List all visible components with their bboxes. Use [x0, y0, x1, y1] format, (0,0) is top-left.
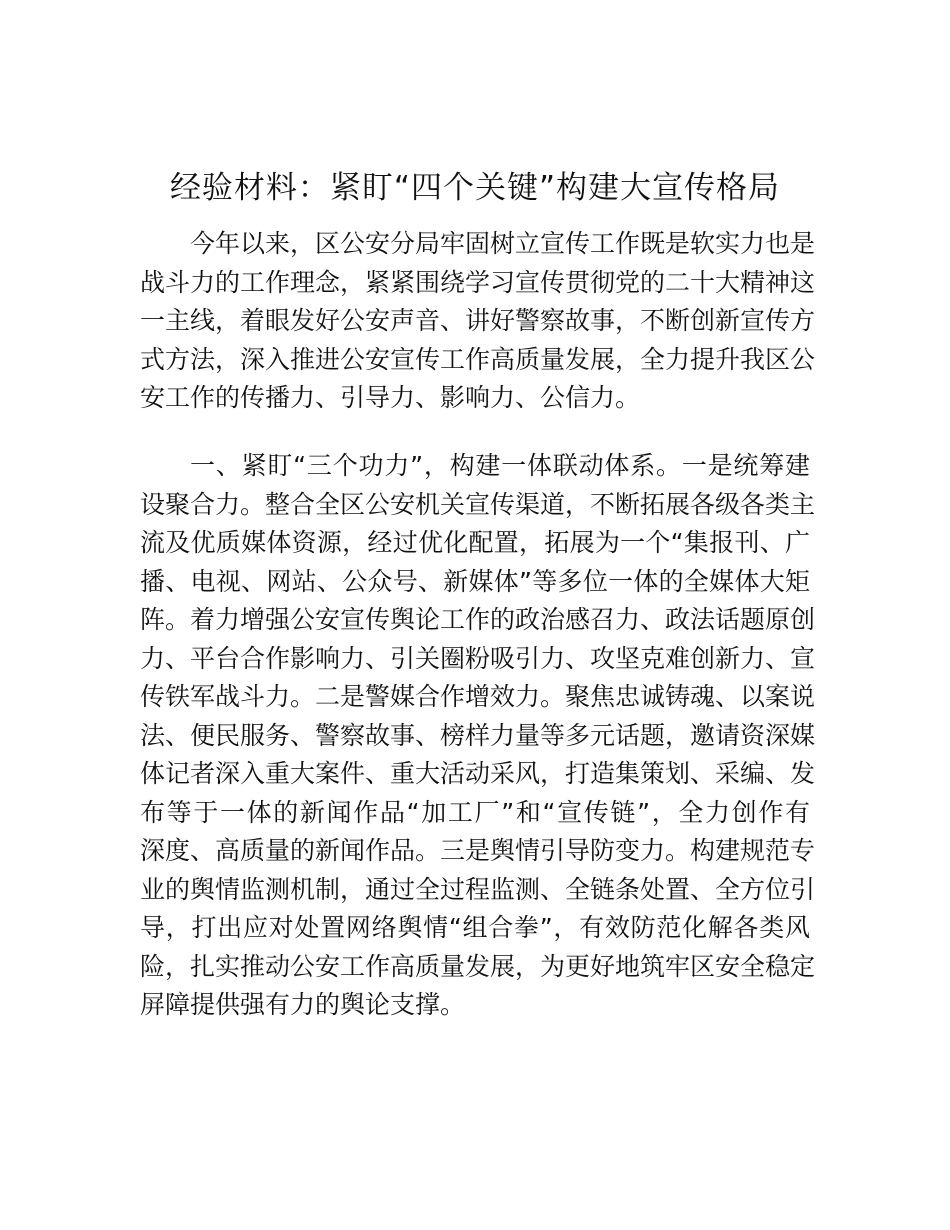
paragraph-line: 今年以来，区公安分局牢固树立宣传工作既是软实力也是: [190, 229, 816, 258]
paragraph-line: 一、紧盯“三个功力”，构建一体联动体系。一是统筹建: [190, 451, 810, 480]
paragraph-line: 流及优质媒体资源，经过优化配置，拓展为一个“集报刊、广: [140, 528, 810, 557]
paragraph-line: 体记者深入重大案件、重大活动采风，打造集策划、采编、发: [140, 759, 816, 788]
paragraph-line: 播、电视、网站、公众号、新媒体”等多位一体的全媒体大矩: [140, 566, 810, 596]
paragraph-line: 业的舆情监测机制，通过全过程监测、全链条处置、全方位引: [140, 874, 816, 904]
paragraph-line: 法、便民服务、警察故事、榜样力量等多元话题，邀请资深媒: [140, 720, 816, 750]
paragraph-line: 险，扎实推动公安工作高质量发展，为更好地筑牢区安全稳定: [140, 951, 816, 981]
paragraph-line: 安工作的传播力、引导力、影响力、公信力。: [140, 383, 641, 412]
paragraph-line: 战斗力的工作理念，紧紧围绕学习宣传贯彻党的二十大精神这: [140, 267, 816, 297]
paragraph-line: 布等于一体的新闻作品“加工厂”和“宣传链”，全力创作有: [140, 797, 810, 827]
paragraph-line: 深度、高质量的新闻作品。三是舆情引导防变力。构建规范专: [140, 836, 816, 865]
paragraph-line: 设聚合力。整合全区公安机关宣传渠道，不断拓展各级各类主: [140, 489, 816, 519]
paragraph-line: 式方法，深入推进公安宣传工作高质量发展，全力提升我区公: [140, 344, 816, 374]
document-title: 经验材料：紧盯“四个关键”构建大宣传格局: [169, 170, 781, 206]
paragraph-line: 力、平台合作影响力、引关圈粉吸引力、攻坚克难创新力、宣: [140, 643, 816, 673]
paragraph-line: 传铁军战斗力。二是警媒合作增效力。聚焦忠诚铸魂、以案说: [140, 682, 816, 711]
paragraph-intro: [140, 225, 816, 418]
paragraph-line: 一主线，着眼发好公安声音、讲好警察故事，不断创新宣传方: [140, 306, 816, 335]
paragraph-line: 导，打出应对处置网络舆情“组合拳”，有效防范化解各类风: [140, 913, 810, 942]
paragraph-line: 阵。着力增强公安宣传舆论工作的政治感召力、政法话题原创: [140, 605, 816, 634]
paragraph-line: 屏障提供强有力的舆论支撑。: [140, 990, 466, 1019]
paragraph-section-one: [140, 447, 816, 1025]
